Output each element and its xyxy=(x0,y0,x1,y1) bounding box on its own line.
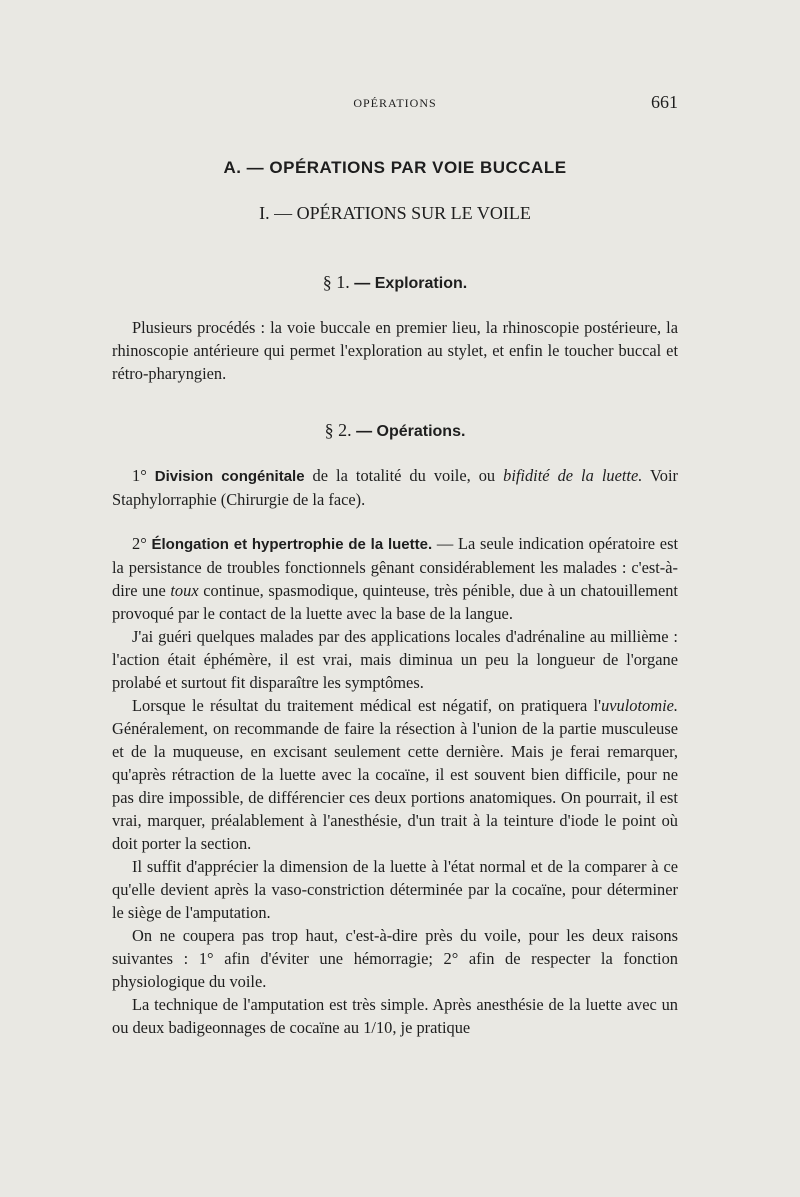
item-2-text-a: — La seule indication opératoire est la persistance de troubles fonctionnels gênant considérablement les malades : c'est-à-dire une xyxy=(112,534,679,600)
item-2-lead: Élongation et hypertrophie de la luette. xyxy=(151,536,433,553)
item-2-paragraph xyxy=(112,532,678,625)
item-1-lead: Division congénitale xyxy=(154,468,305,485)
operations-title: — Opérations. xyxy=(356,423,466,440)
exploration-heading xyxy=(112,272,678,293)
running-title: OPÉRATIONS xyxy=(353,96,437,110)
paragraph-dimension: Il suffit d'apprécier la dimension de la luette à l'état normal et de la comparer à ce qu'elle devient après la vaso-constriction déterminée par la cocaïne, pour déterminer le siège de l'amputation. xyxy=(112,857,678,922)
operations-number: § 2. xyxy=(324,420,352,440)
subsection-title: I. — OPÉRATIONS SUR LE VOILE xyxy=(259,203,531,223)
paragraph-height: On ne coupera pas trop haut, c'est-à-dire près du voile, pour les deux raisons suivantes : 1° afin d'éviter une hémorragie; 2° afin de respecter la fonction physiologique du voile. xyxy=(112,926,678,991)
exploration-body xyxy=(112,316,678,385)
running-head xyxy=(112,92,678,114)
item-2-italic: toux xyxy=(170,581,199,600)
paragraph-technique: La technique de l'amputation est très simple. Après anesthésie de la luette avec un ou deux badigeonnages de cocaïne au 1/10, je pratique xyxy=(112,995,678,1037)
item-1 xyxy=(112,464,678,511)
uvulotomie-post: Généralement, on recommande de faire la résection à l'union de la partie musculeuse et de la muqueuse, en excisant seulement cette dernière. Mais je ferai remarquer, qu'après rétraction de la luette avec la cocaïne, il est souvent bien difficile, pour ne pas dire impossible, de différencier ces deux portions anatomiques. On pourrait, il est vrai, marquer, préalablement à l'anesthésie, d'un trait à la teinture d'iode le point où doit porter la section. xyxy=(112,719,678,853)
item-2-number: 2° xyxy=(132,534,147,553)
item-2-text-b: continue, spasmodique, quinteuse, très pénible, due à un chatouillement provoqué par le contact de la luette avec la base de la langue. xyxy=(112,581,678,623)
section-title: A. — OPÉRATIONS PAR VOIE BUCCALE xyxy=(223,158,567,177)
item-1-text-a: de la totalité du voile, ou xyxy=(304,466,504,485)
item-1-number: 1° xyxy=(132,466,147,485)
paragraph-uvulotomie xyxy=(112,694,678,855)
uvulotomie-italic: uvulotomie. xyxy=(601,696,678,715)
operations-body xyxy=(112,532,678,1039)
exploration-paragraph: Plusieurs procédés : la voie buccale en premier lieu, la rhinoscopie postérieure, la rhinoscopie antérieure qui permet l'exploration au stylet, et enfin le toucher buccal et rétro-pharyngien. xyxy=(112,318,678,383)
item-1-paragraph xyxy=(112,464,678,511)
operations-heading xyxy=(112,420,678,441)
item-1-italic: bifidité de la luette. xyxy=(503,466,643,485)
uvulotomie-pre: Lorsque le résultat du traitement médical est négatif, on pratiquera l' xyxy=(132,696,602,715)
page-number: 661 xyxy=(651,92,678,112)
paragraph-adrenaline: J'ai guéri quelques malades par des applications locales d'adrénaline au millième : l'action était éphémère, il est vrai, mais diminua un peu la longueur de l'organe prolabé et surtout fit disparaître les symptômes. xyxy=(112,627,678,692)
exploration-number: § 1. xyxy=(322,272,350,292)
exploration-title: — Exploration. xyxy=(354,275,468,292)
item-1-text-b: Voir Staphylorraphie (Chirurgie de la face). xyxy=(112,466,678,509)
